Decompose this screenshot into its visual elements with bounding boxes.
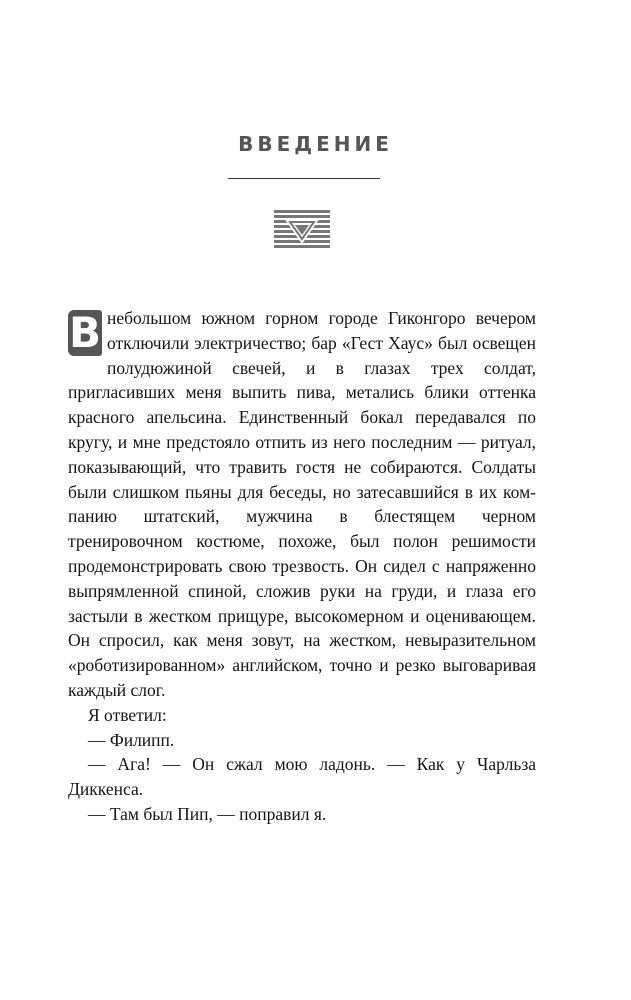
paragraph-1-text: небольшом южном горном городе Гиконгоро вечером отключили электричество; бар «Гест Хаус» был освещен полудюжиной свечей, и в глазах трех солдат, пригласивших меня выпить пива, метались блики оттенка красного апельсина. Единственный бокал передавался по кругу, и мне предстояло отпить из него последним — ритуал, показывающий, что травить гостя не собираются. Солдаты были слишком пьяны для беседы, но затесавшийся в их компанию штатский, мужчина в блестящем черном тренировочном костюме, похоже, был полон решимости продемонстрировать свою трезвость. Он сидел с напряженно выпрямленной спиной, сложив руки на груди, и глаза его застыли в жестком прищуре, высокомерном и оценивающем. Он спросил, как меня зовут, на жестком, невыразительном «роботизированном» английском, точно и резко выговаривая каждый слог. (68, 308, 536, 700)
paragraph-5: — Там был Пип, — поправил я. (88, 803, 327, 824)
paragraph-2: Я ответил: (88, 704, 167, 725)
paragraph-4: — Ага! — Он сжал мою ладонь. — Как у Чарльза Диккенса. (68, 754, 536, 800)
triangle-stripes-ornament-icon (274, 210, 330, 248)
paragraph-3: — Филипп. (88, 729, 175, 750)
chapter-title: ВВЕДЕНИЕ (238, 132, 393, 156)
title-divider (228, 178, 380, 179)
chapter-body (68, 306, 536, 827)
drop-cap: В (68, 308, 101, 357)
paragraph-1 (68, 306, 536, 703)
